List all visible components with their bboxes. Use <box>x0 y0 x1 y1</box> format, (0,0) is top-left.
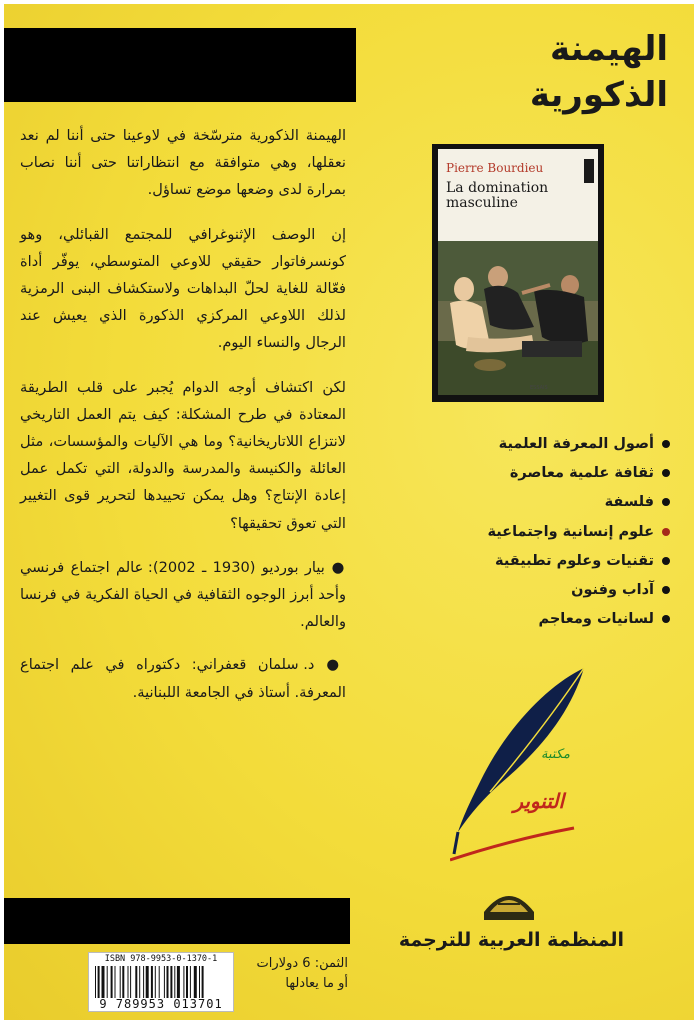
price-line-2: أو ما يعادلها <box>285 976 348 991</box>
bullet-icon: ● <box>324 558 346 576</box>
series-item-label: تقنيات وعلوم تطبيقية <box>495 552 654 569</box>
series-item-active <box>487 518 670 547</box>
cover-title-line-2: masculine <box>446 195 518 211</box>
isbn-number: 9 789953 013701 <box>99 997 223 1011</box>
cover-painting-image <box>438 241 598 395</box>
bullet-icon <box>662 615 670 623</box>
price <box>240 954 348 994</box>
title-line-2: الذكورية <box>529 75 668 115</box>
author-bio-text: بيار بورديو (1930 ـ 2002): عالم اجتماع فرنسي وأحد أبرز الوجوه الثقافية في الحياة الفكرية في فرنسا والعالم. <box>20 558 346 631</box>
cover-title-line-1: La domination <box>446 180 549 196</box>
barcode-icon <box>95 966 227 998</box>
library-logo-line-1: مكتبة <box>541 747 570 762</box>
redaction-bar-bottom <box>4 898 350 944</box>
series-item-label: علوم إنسانية واجتماعية <box>487 523 654 540</box>
publisher-name: المنظمة العربية للترجمة <box>398 929 624 951</box>
cover-author: Pierre Bourdieu <box>446 161 544 175</box>
redaction-bar-top <box>4 28 356 102</box>
bullet-icon <box>662 498 670 506</box>
series-item-label: ثقافة علمية معاصرة <box>509 465 654 482</box>
quill-feather-icon <box>450 668 584 860</box>
blurb <box>20 122 346 722</box>
series-item <box>487 605 670 634</box>
original-book-cover <box>432 144 604 402</box>
library-logo <box>450 664 596 864</box>
bullet-icon <box>662 528 670 536</box>
bullet-icon <box>662 557 670 565</box>
series-item <box>487 488 670 517</box>
series-item <box>487 576 670 605</box>
bullet-icon: ● <box>314 656 346 674</box>
series-item-label: آداب وفنون <box>571 581 654 598</box>
translator-bio-text: د. سلمان قعفراني: دكتوراه في علم اجتماع المعرفة. أستاذ في الجامعة اللبنانية. <box>20 656 346 701</box>
cover-title <box>446 181 548 211</box>
cover-tab <box>584 159 594 183</box>
isbn-barcode <box>88 952 234 1012</box>
isbn-label: ISBN 978-9953-0-1370-1 <box>104 954 218 964</box>
series-item-label: أصول المعرفة العلمية <box>498 436 654 452</box>
book-back-cover <box>4 4 694 1020</box>
cover-imprint: ESSAIS <box>530 385 548 391</box>
translator-bio <box>20 651 346 705</box>
bullet-icon <box>662 586 670 594</box>
series-item-label: لسانيات ومعاجم <box>538 611 654 628</box>
series-item <box>487 547 670 576</box>
title-line-1: الهيمنة <box>549 29 668 69</box>
blurb-paragraph-1: الهيمنة الذكورية مترسّخة في لاوعينا حتى أننا لم نعد نعقلها، وهي متوافقة مع انتظاراتنا حتى أننا نصاب بمرارة لدى وضعها موضع تساؤل. <box>20 127 346 199</box>
author-bio <box>20 554 346 636</box>
series-item <box>487 459 670 488</box>
bullet-icon <box>662 469 670 477</box>
blurb-paragraph-2: إن الوصف الإثنوغرافي للمجتمع القبائلي، وهو كونسرفاتوار حقيقي للاوعي المتوسطي، يوفّر أداة فعّالة للغاية لحلّ البداهات ولاستكشاف البنى الرمزية لذلك اللاوعي المركزي الذكورة الذي يعيش عند الرجال والنساء اليوم. <box>20 225 346 352</box>
series-item-label: فلسفة <box>604 494 654 511</box>
series-item <box>487 430 670 459</box>
price-line-1: الثمن: 6 دولارات <box>256 956 348 971</box>
blurb-paragraph-3: لكن اكتشاف أوجه الدوام يُجبر على قلب الطريقة المعتادة في طرح المشكلة: كيف يتم العمل التاريخي لانتزاع اللاتاريخانية؟ وما هي الآليات والمؤسسات، مثل العائلة والكنيسة والمدرسة والدولة، التي تكمل عمل إعادة الإنتاج؟ وهل يمكن تحييدها لتحرير قوى التغيير التي تعوق تحقيقها؟ <box>20 378 346 532</box>
publisher-emblem-icon <box>478 876 540 926</box>
book-title <box>530 26 668 118</box>
bullet-icon <box>662 440 670 448</box>
library-logo-line-2: التنوير <box>513 789 564 813</box>
series-list <box>487 430 670 634</box>
